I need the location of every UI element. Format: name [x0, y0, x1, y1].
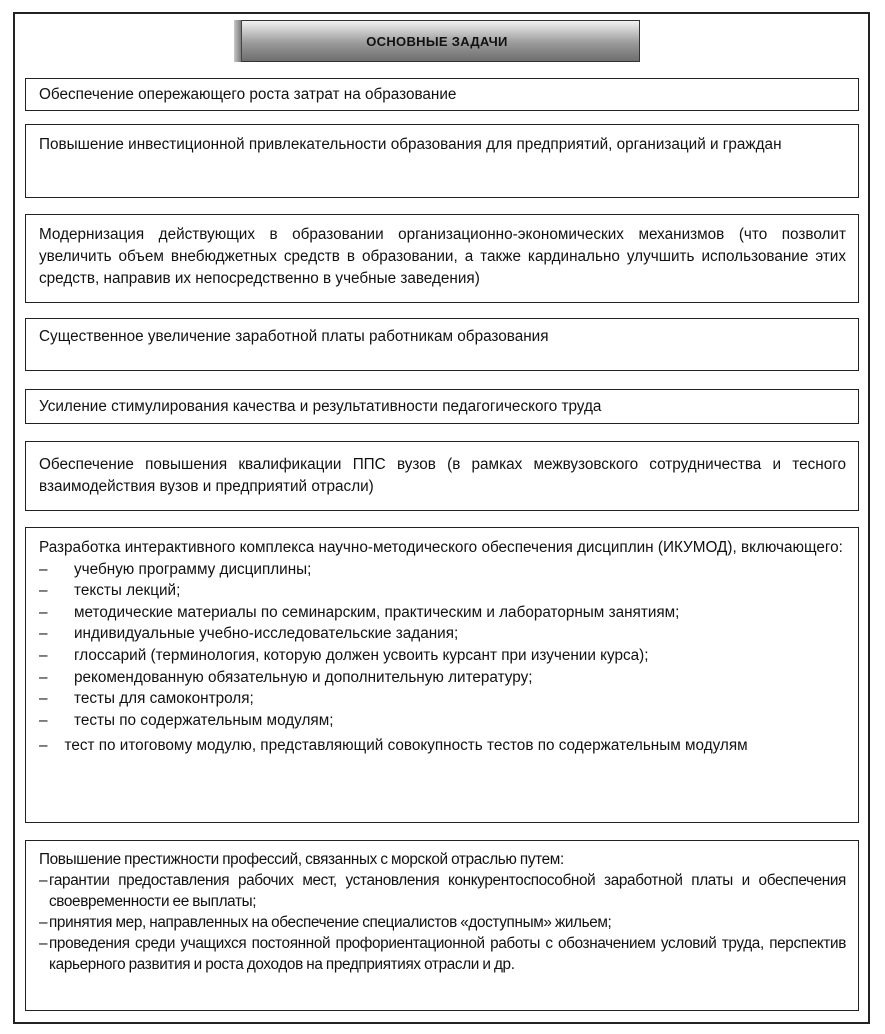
list-item: – индивидуальные учебно-исследовательские задания; [39, 625, 459, 643]
list-item: – проведения среди учащихся постоянной профориентационной работы с обозначением условий труда, перспектив карьерного развития и роста доходов на предприятиях отрасли и др. [39, 935, 846, 973]
ikumod-box [25, 527, 859, 823]
task-box: Обеспечение повышения квалификации ППС вузов (в рамках межвузовского сотрудничества и тесного взаимодействия вузов и предприятий отрасли) [25, 441, 859, 511]
list-item: – методические материалы по семинарским, практическим и лабораторным занятиям; [39, 603, 680, 621]
list-item: – тесты для самоконтроля; [39, 690, 254, 708]
task-box: Обеспечение опережающего роста затрат на образование [25, 78, 859, 111]
list-item: – учебную программу дисциплины; [39, 560, 312, 578]
list-item: – глоссарий (терминология, которую должен усвоить курсант при изучении курса); [39, 646, 649, 664]
ikumod-intro: Разработка интерактивного комплекса научно-методического обеспечения дисциплин (ИКУМОД), включающего: [39, 539, 843, 556]
list-item: – рекомендованную обязательную и дополнительную литературу; [39, 668, 533, 686]
task-box: Модернизация действующих в образовании организационно-экономических механизмов (что позволит увеличить объем внебюджетных средств в образовании, а также кардинально улучшить использование этих средств, направив их непосредственно в учебные заведения) [25, 214, 859, 303]
page-title: ОСНОВНЫЕ ЗАДАЧИ [234, 20, 640, 62]
list-item: – тесты по содержательным модулям; [39, 711, 334, 729]
prestige-box [25, 840, 859, 1011]
task-box: Повышение инвестиционной привлекательности образования для предприятий, организаций и граждан [25, 124, 859, 198]
task-box: Существенное увеличение заработной платы работникам образования [25, 318, 859, 371]
list-item: – гарантии предоставления рабочих мест, установления конкурентоспособной заработной платы и обеспечения своевременности ее выплаты; [39, 872, 846, 910]
task-box: Усиление стимулирования качества и результативности педагогического труда [25, 389, 859, 424]
list-item: – тексты лекций; [39, 582, 181, 600]
list-item: – принятия мер, направленных на обеспечение специалистов «доступным» жильем; [39, 914, 612, 931]
list-item-last: – тест по итоговому модулю, представляющий совокупность тестов по содержательным модулям [39, 737, 748, 755]
prestige-intro: Повышение престижности профессий, связанных с морской отраслью путем: [39, 851, 564, 868]
